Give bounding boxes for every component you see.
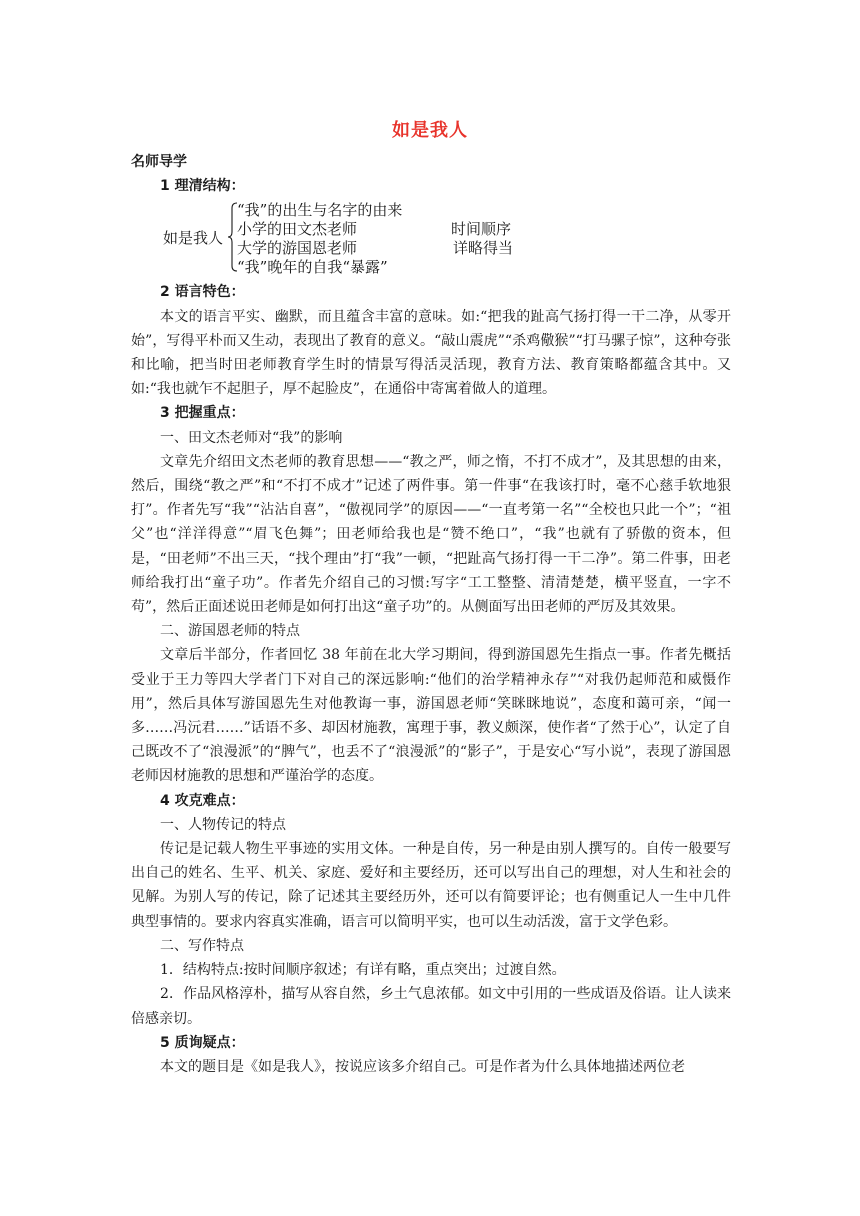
section-heading: 名师导学 [131,154,187,170]
key-points-subheading: 二、游国恩老师的特点 [160,623,300,640]
structure-heading: 1 理清结构： [160,178,245,195]
difficulties-subheading: 二、写作特点 [160,937,244,954]
structure-item: 大学的游国恩老师 [237,239,358,258]
structure-diagram [131,200,731,276]
difficulties-heading: 4 攻克难点： [160,792,245,809]
difficulties-paragraph: 传记是记载人物生平事迹的实用文体。一种是自传，另一种是由别人撰写的。自传一般要写出自己的姓名、生平、机关、家庭、爱好和主要经历，还可以写出自己的理想，对人生和社会的见解。为别人写的传记，除了记述其主要经历外，还可以有简要评论；也有侧重记人一生中几件典型事情的。要求内容真实准确，语言可以简明平实，也可以生动活泼，富于文学色彩。 [131,841,731,930]
structure-item: “我”的出生与名字的由来 [237,201,403,220]
key-points-paragraph: 文章后半部分，作者回忆 38 年前在北大学习期间，得到游国恩先生指点一事。作者先概括受业于王力等四大学者门下对自己的深远影响:“他们的治学精神永存”“对我仍起师范和威慑作用”，然后具体写游国恩先生对他教诲一事，游国恩老师“笑眯眯地说”，态度和蔼可亲，“闻一多……冯沅君……”话语不多、却因材施教，寓理于事，教义颇深，使作者“了然于心”，认定了自己既改不了“浪漫派”的“脾气”，也丢不了“浪漫派”的“影子”，于是安心“写小说”，表现了游国恩老师因材施教的思想和严谨治学的态度。 [131,647,731,785]
questions-paragraph: 本文的题目是《如是我人》，按说应该多介绍自己。可是作者为什么具体地描述两位老 [160,1058,685,1075]
document-body [131,150,731,1079]
difficulties-point: 2．作品风格淳朴，描写从容自然，乡土气息浓郁。如文中引用的一些成语及俗语。让人读来倍感亲切。 [131,986,731,1027]
key-points-paragraph: 文章先介绍田文杰老师的教育思想——“教之严，师之惰，不打不成才”，及其思想的由来，然后，围绕“教之严”和“不打不成才”记述了两件事。第一件事“在我该打时，毫不心慈手软地狠打”。作者先写“我”“沾沾自喜”，“傲视同学”的原因——“一直考第一名”“全校也只此一个”；“祖父”也“洋洋得意”“眉飞色舞”；田老师给我也是“赞不绝口”，“我”也就有了骄傲的资本，但是，“田老师”不出三天，“找个理由”打“我”一顿，“把趾高气扬打得一干二净”。第二件事，田老师给我打出“童子功”。作者先介绍自己的习惯:写字“工工整整、清清楚楚，横平竖直，一字不苟”，然后正面述说田老师是如何打出这“童子功”的。从侧面写出田老师的严厉及其效果。 [131,453,731,616]
questions-heading: 5 质询疑点： [160,1034,245,1051]
difficulties-subheading: 一、人物传记的特点 [160,816,286,833]
structure-label: 如是我人 [163,229,224,248]
structure-note-order: 时间顺序 [451,220,512,239]
structure-item: “我”晚年的自我“暴露” [237,258,388,277]
language-heading: 2 语言特色： [160,284,245,301]
structure-note-detail: 详略得当 [453,239,514,258]
structure-item: 小学的田文杰老师 [237,220,358,239]
language-paragraph: 本文的语言平实、幽默，而且蕴含丰富的意味。如:“把我的趾高气扬打得一干二净，从零开始”，写得平朴而又生动，表现出了教育的意义。“敲山震虎”“杀鸡儆猴”“打马骡子惊”，这种夸张和比喻，把当时田老师教育学生时的情景写得活灵活现，教育方法、教育策略都蕴含其中。又如:“我也就乍不起胆子，厚不起脸皮”，在通俗中寄寓着做人的道理。 [131,308,731,398]
difficulties-point: 1．结构特点:按时间顺序叙述；有详有略，重点突出；过渡自然。 [160,962,566,979]
document-title: 如是我人 [392,120,468,141]
key-points-subheading: 一、田文杰老师对“我”的影响 [160,429,343,446]
key-points-heading: 3 把握重点： [160,405,245,422]
